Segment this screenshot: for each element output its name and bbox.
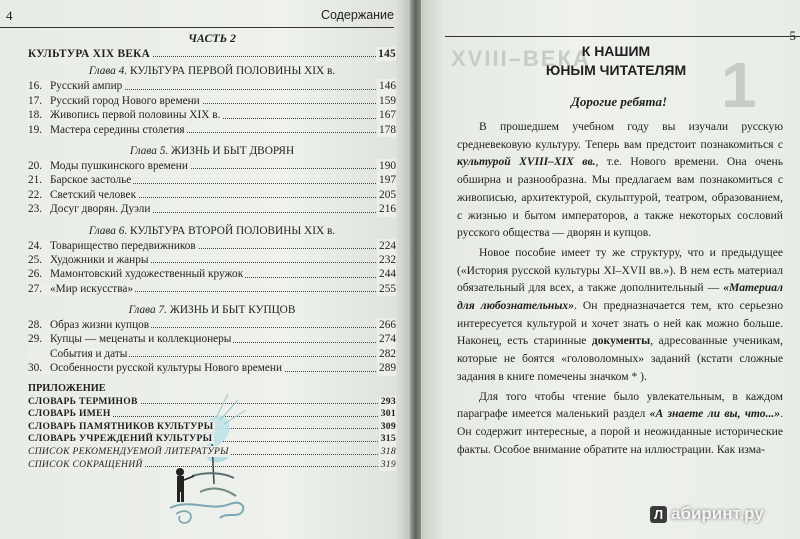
- toc-entry: [28, 173, 396, 187]
- toc-entry-page: 266: [379, 319, 396, 332]
- toc-entry-page: 315: [380, 433, 396, 445]
- toc-entry-title: Досуг дворян. Дуэли: [50, 203, 151, 216]
- toc-entry-page: 190: [379, 159, 396, 172]
- chapter-label: Глава 5.: [129, 144, 169, 157]
- toc-entry-page: 244: [379, 268, 396, 281]
- show-through-number: 1: [721, 49, 757, 121]
- toc-entry-number: 28.: [28, 319, 43, 332]
- toc-entry-number: 21.: [28, 174, 43, 187]
- toc-entry-title: Русский ампир: [50, 80, 123, 93]
- toc-entry-number: 22.: [28, 188, 43, 201]
- labirint-logo-icon: Л: [650, 506, 667, 523]
- chapter-heading: [28, 141, 396, 159]
- chapter-title: КУЛЬТУРА ПЕРВОЙ ПОЛОВИНЫ XIX в.: [129, 65, 336, 78]
- section-title-line-2: ЮНЫМ ЧИТАТЕЛЯМ: [545, 62, 687, 78]
- page-number: 4: [6, 8, 13, 23]
- running-title: Содержание: [320, 8, 394, 22]
- appendix-title: ПРИЛОЖЕНИЕ: [28, 382, 106, 394]
- toc-entry-page: 178: [379, 123, 396, 136]
- paragraph-2: Новое пособие имеет ту же структуру, что и предыдущее («История русской культуры XI–XVII вв.»). В нем есть материал обязательный для всех, а также дополнительный — «Материал для любознательных». Он предназначается тем, кто серьезно интересуется культурой и хочет знать о ней как можно больше. Наконец, есть старинные документы, адресованные ученикам, которые не боятся «головоломных» заданий (кстати сложные задания в книге помечены значком * ).: [457, 245, 783, 383]
- toc-entry-page: 274: [379, 333, 396, 346]
- toc-entry-title: Художники и жанры: [50, 253, 149, 266]
- section-title-line-1: К НАШИМ: [581, 43, 651, 59]
- toc-entry: [28, 239, 396, 253]
- toc-entry-number: 26.: [28, 268, 43, 281]
- chapter-heading: [28, 61, 396, 79]
- watermark-text: абиринт.ру: [671, 504, 764, 523]
- toc-entry-page: 301: [380, 408, 396, 420]
- toc-entry-page: 289: [379, 362, 396, 375]
- toc-entry-title: Русский город Нового времени: [50, 94, 200, 107]
- toc-entry-page: 224: [379, 239, 396, 252]
- toc-entry: [28, 421, 396, 434]
- toc-entry-title: СЛОВАРЬ ИМЕН: [28, 408, 111, 420]
- chapter-title: ЖИЗНЬ И БЫТ КУПЦОВ: [169, 304, 296, 317]
- toc-entry-title: Товарищество передвижников: [50, 239, 196, 252]
- paragraph-3: Для того чтобы чтение было увлекательным, в каждом параграфе имеется маленький раздел «А знаете ли вы, что...». Он содержит интересные, а порой и неожиданные исторические факты. Особое внимание обратите на иллюстрации. Как изма-: [457, 389, 783, 456]
- toc-entry: [28, 79, 396, 93]
- show-through-text: XVIII–ВЕКА: [451, 46, 591, 71]
- toc-entry-number: 27.: [28, 282, 43, 295]
- toc-entry-page: 255: [379, 282, 396, 295]
- toc-entry: [28, 347, 396, 361]
- toc-entry-title: «Мир искусства»: [50, 282, 134, 295]
- chapter-label: Глава 7.: [128, 304, 167, 317]
- toc-entry-title: Мамонтовский художественный кружок: [50, 268, 244, 281]
- toc-entry-title: Барское застолье: [50, 174, 132, 187]
- toc-entry: [28, 123, 396, 137]
- toc-entry-number: 24.: [28, 239, 43, 252]
- toc-entry-number: 18.: [28, 109, 43, 122]
- toc-entry: [28, 433, 396, 446]
- chapter-title: ЖИЗНЬ И БЫТ ДВОРЯН: [171, 144, 295, 157]
- chapter-label: Глава 4.: [88, 65, 128, 78]
- chapter-title: КУЛЬТУРА ВТОРОЙ ПОЛОВИНЫ XIX в.: [130, 224, 336, 237]
- greeting: Дорогие ребята!: [571, 94, 668, 109]
- toc-entry: [28, 253, 396, 267]
- toc-entry-number: 29.: [28, 333, 43, 346]
- toc-entry-number: 30.: [28, 362, 43, 375]
- toc-entry-title: Особенности русской культуры Нового времени: [50, 362, 283, 375]
- header-rule: [0, 27, 394, 28]
- toc-entry-page: 293: [380, 395, 396, 407]
- toc-entry: [28, 202, 396, 216]
- chapter-label: Глава 6.: [88, 224, 128, 237]
- toc-entry-page: 232: [379, 253, 396, 266]
- toc-entry-page: 318: [380, 446, 396, 458]
- toc-entry-number: 17.: [28, 94, 43, 107]
- part-title-row: [28, 47, 396, 61]
- toc-entry-page: 167: [379, 109, 396, 122]
- toc-entry-page: 197: [379, 174, 396, 187]
- toc-entry-page: 205: [379, 188, 396, 201]
- toc-entry: [28, 108, 396, 122]
- paragraph-1: В прошедшем учебном году вы изучали русскую средневековую культуру. Теперь вам предстоит познакомиться с культурой XVIII–XIX вв., т.е. Нового времени. Она очень обширна и разнообразна. Мы предлагаем вам познакомиться с живописью, архитектурой, скульптурой, театром, образованием, с жизнью и бытом императоров, а также некоторых сословий русского общества — дворян и купцов.: [457, 120, 783, 240]
- toc-entry: [28, 446, 396, 459]
- toc-entry: [28, 361, 396, 375]
- toc-entry-number: 23.: [28, 203, 43, 216]
- body-text: [457, 118, 783, 460]
- toc-entry-title: Мастера середины столетия: [50, 123, 185, 136]
- watermark: [650, 504, 764, 526]
- toc-entry-page: 319: [380, 458, 396, 470]
- toc-entry-page: 309: [380, 420, 396, 432]
- toc-entry-number: 19.: [28, 123, 43, 136]
- toc-entry-title: СЛОВАРЬ ПАМЯТНИКОВ КУЛЬТУРЫ: [28, 420, 214, 432]
- toc-entry: [28, 282, 396, 296]
- section-title: [531, 42, 701, 80]
- toc-entry-page: 159: [379, 94, 396, 107]
- toc-entry-number: 20.: [28, 159, 43, 172]
- toc-entry-page: 146: [379, 80, 396, 93]
- toc-entry-page: 145: [378, 48, 396, 60]
- toc-entry-title: События и даты: [50, 347, 128, 360]
- toc-entry-number: 25.: [28, 253, 43, 266]
- toc-entry: [28, 159, 396, 173]
- toc-entry-title: Купцы — меценаты и коллекционеры: [50, 333, 232, 346]
- running-head: [6, 8, 394, 26]
- chapter-heading: [28, 221, 396, 239]
- toc-entry: [28, 332, 396, 346]
- toc-entry-number: 16.: [28, 80, 43, 93]
- toc-entry-title: Живопись первой половины XIX в.: [50, 109, 221, 122]
- toc-entry: [28, 318, 396, 332]
- toc-entry-page: 216: [379, 203, 396, 216]
- toc-entry-title: СПИСОК СОКРАЩЕНИЙ: [28, 458, 143, 470]
- toc-entry-title: СЛОВАРЬ УЧРЕЖДЕНИЙ КУЛЬТУРЫ: [28, 433, 213, 445]
- part-label: ЧАСТЬ 2: [188, 31, 236, 45]
- toc-entry-title: Светский человек: [50, 188, 137, 201]
- page-number: 5: [789, 28, 796, 43]
- header-rule: [445, 36, 800, 37]
- toc-entry: [28, 267, 396, 281]
- toc-entry-title: КУЛЬТУРА XIX ВЕКА: [28, 48, 151, 60]
- chapter-list: [28, 61, 396, 379]
- toc-entry-title: Моды пушкинского времени: [50, 159, 188, 172]
- toc-entry: [28, 188, 396, 202]
- chapter-heading: [28, 300, 396, 318]
- toc-entry-title: СЛОВАРЬ ТЕРМИНОВ: [28, 395, 138, 407]
- toc-entry-page: 282: [379, 347, 396, 360]
- toc-entry: [28, 94, 396, 108]
- toc-entry-title: Образ жизни купцов: [50, 319, 150, 332]
- toc-entry-title: СПИСОК РЕКОМЕНДУЕМОЙ ЛИТЕРАТУРЫ: [28, 446, 229, 458]
- right-page: [421, 0, 800, 539]
